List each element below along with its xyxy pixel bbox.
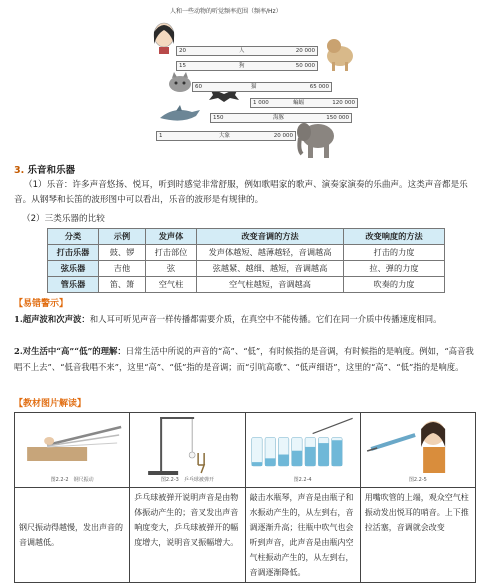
explanation-cell [15, 488, 130, 583]
bar-label: 大象 [219, 133, 231, 139]
bar-label: 人 [239, 48, 245, 54]
table-cell: 打击部位 [146, 245, 197, 261]
bar-label: 150 [213, 115, 224, 121]
bar-label: 猫 [251, 84, 257, 90]
explanation-text: 用嘴吹管的上端，观众空气柱振动发出悦耳的哨音。上下推拉活塞，音调就会改变 [364, 493, 469, 532]
bar-label: 65 000 [309, 84, 329, 90]
paragraph-comparison-title: （2）三类乐器的比较 [22, 214, 105, 224]
bar-label: 狗 [239, 63, 245, 69]
table-cell: 管乐器 [48, 277, 99, 293]
picture-caption: 图2.2-2 钢尺振动 [50, 477, 94, 483]
explanation-row [15, 488, 476, 583]
table-cell: 空气柱 [146, 277, 197, 293]
section-heading [14, 162, 75, 176]
dog-image [320, 36, 358, 72]
warning-tag: 【易错警示】 [14, 299, 69, 309]
human-face-image [151, 20, 177, 54]
explanation-cell [130, 488, 245, 583]
table-header-row [48, 229, 445, 245]
figure-title: 人和一些动物的听觉频率范围（频率/Hz） [170, 8, 282, 15]
bar-label: 120 000 [332, 100, 355, 106]
section-number: 3. [14, 165, 25, 176]
picture-caption: 图2.2-4 [293, 477, 312, 483]
bar-label: 海豚 [273, 115, 285, 121]
hearing-bar-cat [192, 82, 332, 92]
table-row [48, 277, 445, 293]
table-cell: 拉、弹的力度 [344, 261, 445, 277]
ruler-vibration-image [15, 413, 129, 473]
picture-whistle-cell [360, 413, 475, 488]
table-cell: 吹奏的力度 [344, 277, 445, 293]
note-body: 和人耳可听见声音一样传播都需要介质，在真空中不能传播。它们在同一介质中传播速度相同。 [89, 314, 442, 324]
explanation-cell [245, 488, 360, 583]
bar-label: 1 000 [253, 100, 269, 106]
note-heading: 1.超声波和次声波： [14, 314, 90, 324]
table-cell: 笛、箫 [99, 277, 146, 293]
table-cell: 打击的力度 [344, 245, 445, 261]
note-ultrasound [14, 312, 476, 328]
table-cell: 弦 [146, 261, 197, 277]
table-header: 改变音调的方法 [197, 229, 344, 245]
water-bottles-image [246, 413, 360, 477]
table-row [48, 245, 445, 261]
table-header: 发声体 [146, 229, 197, 245]
note-high-low [14, 344, 476, 375]
note-heading: 2.对生活中“高”“低”的理解： [14, 346, 126, 356]
picture-caption: 图2.2-5 [408, 477, 427, 483]
table-header: 示例 [99, 229, 146, 245]
slide-whistle-image [361, 413, 475, 477]
bar-label: 150 000 [326, 115, 349, 121]
bar-label: 15 [179, 63, 186, 69]
picture-caption: 图2.2-3 乒乓球被弹开 [160, 477, 214, 483]
explanation-text: 乒乓球被弹开说明声音是由物体振动产生的；音叉发出声音响度变大，乒乓球被弹开的幅度增大，说明音叉振幅增大。 [134, 493, 239, 547]
explanation-text: 钢尺振动得越慢，发出声音的音调越低。 [19, 523, 123, 547]
table-row [48, 261, 445, 277]
bar-label: 20 000 [295, 48, 315, 54]
hearing-bar-human [176, 46, 318, 56]
cat-image [166, 72, 194, 94]
hearing-bar-elephant [156, 131, 296, 141]
picture-row [15, 413, 476, 488]
textbook-tag: 【教材图片解读】 [14, 399, 87, 409]
picture-tuning-fork-cell [130, 413, 245, 488]
bar-label: 20 000 [273, 133, 293, 139]
elephant-image [294, 118, 338, 160]
table-cell: 弦乐器 [48, 261, 99, 277]
table-cell: 打击乐器 [48, 245, 99, 261]
bar-label: 60 [195, 84, 202, 90]
table-header: 改变响度的方法 [344, 229, 445, 245]
hearing-bar-dog [176, 61, 318, 71]
table-header: 分类 [48, 229, 99, 245]
table-cell: 发声体越短、越薄越轻，音调越高 [197, 245, 344, 261]
paragraph-musical-sound: （1）乐音：许多声音悠扬、悦耳，听到时感觉非常舒服，例如歌唱家的歌声、演奏家演奏的乐曲声。这类声音都是乐音。从钢琴和长笛的波形图中可以看出，乐音的波形是有规律的。 [14, 180, 468, 205]
picture-ruler-cell [15, 413, 130, 488]
dolphin-image [158, 104, 202, 126]
note-body: 日常生活中所说的声音的“高”、“低”，有时候指的是音调，有时候指的是响度。例如，“高音我唱不上去”、“低音我唱不来”，这里“高”、“低”指的是音调；而“引吭高歌”、“低声细语”，这里的“高”、“低”指的是响度。 [14, 346, 474, 372]
picture-bottles-cell [245, 413, 360, 488]
table-cell: 鼓、锣 [99, 245, 146, 261]
instrument-comparison-table [47, 228, 445, 293]
table-cell: 空气柱越短，音调越高 [197, 277, 344, 293]
explanation-text: 敲击水瓶琴，声音是由瓶子和水振动产生的，从左到右，音调逐渐升高；往瓶中吹气也会听到声音，此声音是由瓶内空气柱振动产生的，从左到右，音调逐渐降低。 [249, 493, 354, 577]
section-title: 乐音和乐器 [27, 165, 76, 176]
explanation-cell [360, 488, 475, 583]
table-cell: 吉他 [99, 261, 146, 277]
tuning-fork-image [130, 413, 244, 479]
bar-label: 20 [179, 48, 186, 54]
bar-label: 蝙蝠 [293, 100, 305, 106]
textbook-picture-table [14, 412, 476, 583]
hearing-bar-bat [250, 98, 358, 108]
table-cell: 弦越紧、越细、越短，音调越高 [197, 261, 344, 277]
bar-label: 50 000 [295, 63, 315, 69]
bar-label: 1 [159, 133, 163, 139]
